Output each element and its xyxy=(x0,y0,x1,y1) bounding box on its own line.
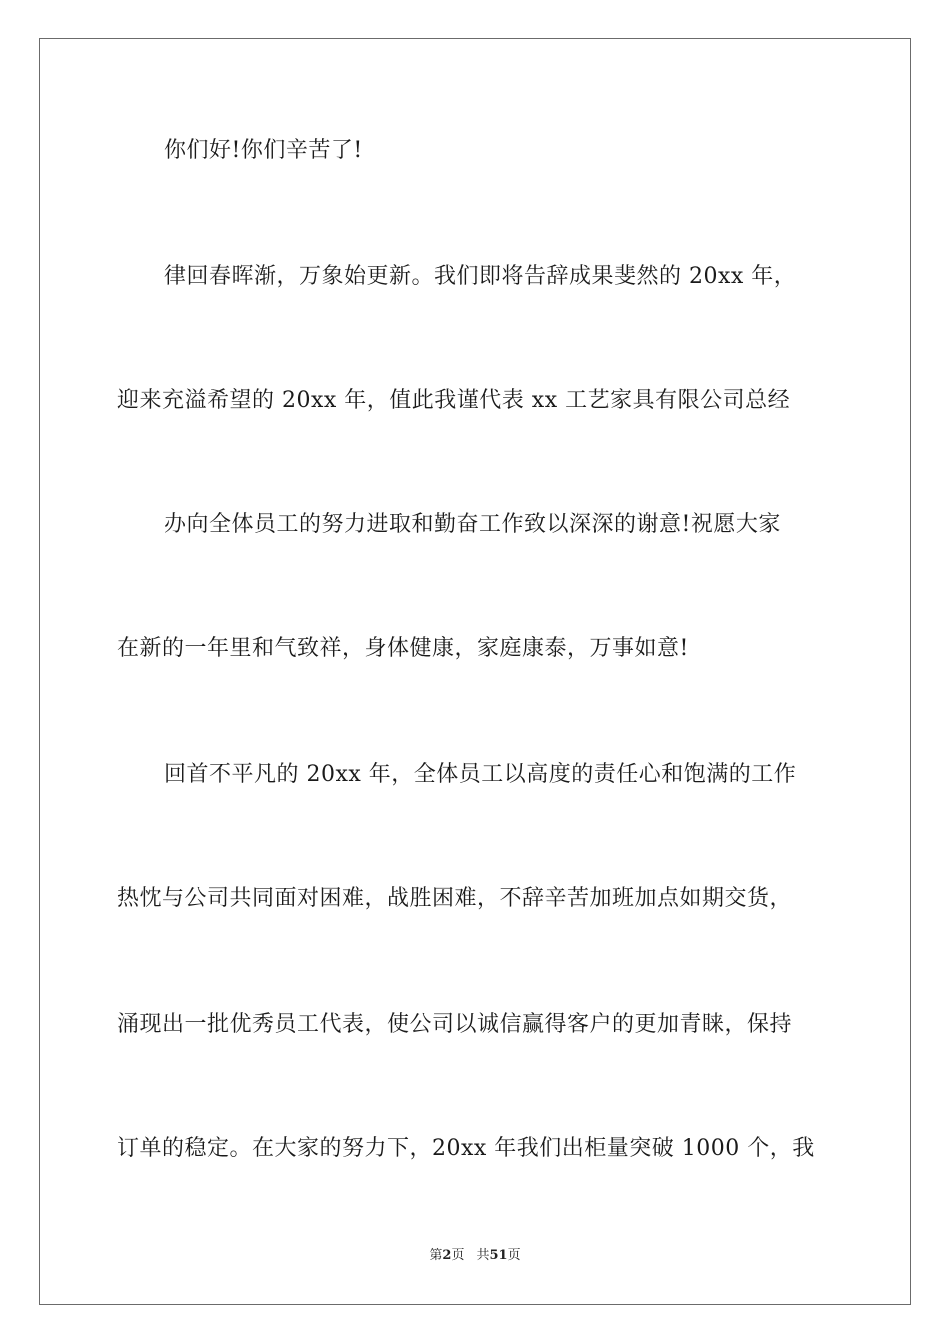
paragraph-line: 律回春晖渐，万象始更新。我们即将告辞成果斐然的 20xx 年， xyxy=(164,264,797,289)
paragraph-line: 回首不平凡的 20xx 年，全体员工以高度的责任心和饱满的工作 xyxy=(164,762,797,787)
page-suffix: 页 xyxy=(451,1248,465,1263)
page-border xyxy=(39,38,911,1305)
paragraph-line: 涌现出一批优秀员工代表，使公司以诚信赢得客户的更加青睐，保持 xyxy=(117,1012,793,1037)
paragraph-line: 在新的一年里和气致祥，身体健康，家庭康泰，万事如意! xyxy=(117,636,689,661)
page-footer xyxy=(0,1247,950,1265)
total-suffix: 页 xyxy=(507,1248,521,1263)
total-pages: 51 xyxy=(489,1248,508,1263)
paragraph-line: 订单的稳定。在大家的努力下，20xx 年我们出柜量突破 1000 个，我 xyxy=(117,1136,815,1161)
paragraph-line: 办向全体员工的努力进取和勤奋工作致以深深的谢意!祝愿大家 xyxy=(164,512,781,537)
paragraph-line: 热忱与公司共同面对困难，战胜困难，不辞辛苦加班加点如期交货， xyxy=(117,886,793,911)
paragraph-line: 迎来充溢希望的 20xx 年，值此我谨代表 xx 工艺家具有限公司总经 xyxy=(117,388,791,413)
total-prefix: 共 xyxy=(476,1248,490,1263)
page-prefix: 第 xyxy=(429,1248,443,1263)
page-number: 2 xyxy=(442,1248,452,1263)
paragraph-line: 你们好!你们辛苦了! xyxy=(164,138,363,163)
